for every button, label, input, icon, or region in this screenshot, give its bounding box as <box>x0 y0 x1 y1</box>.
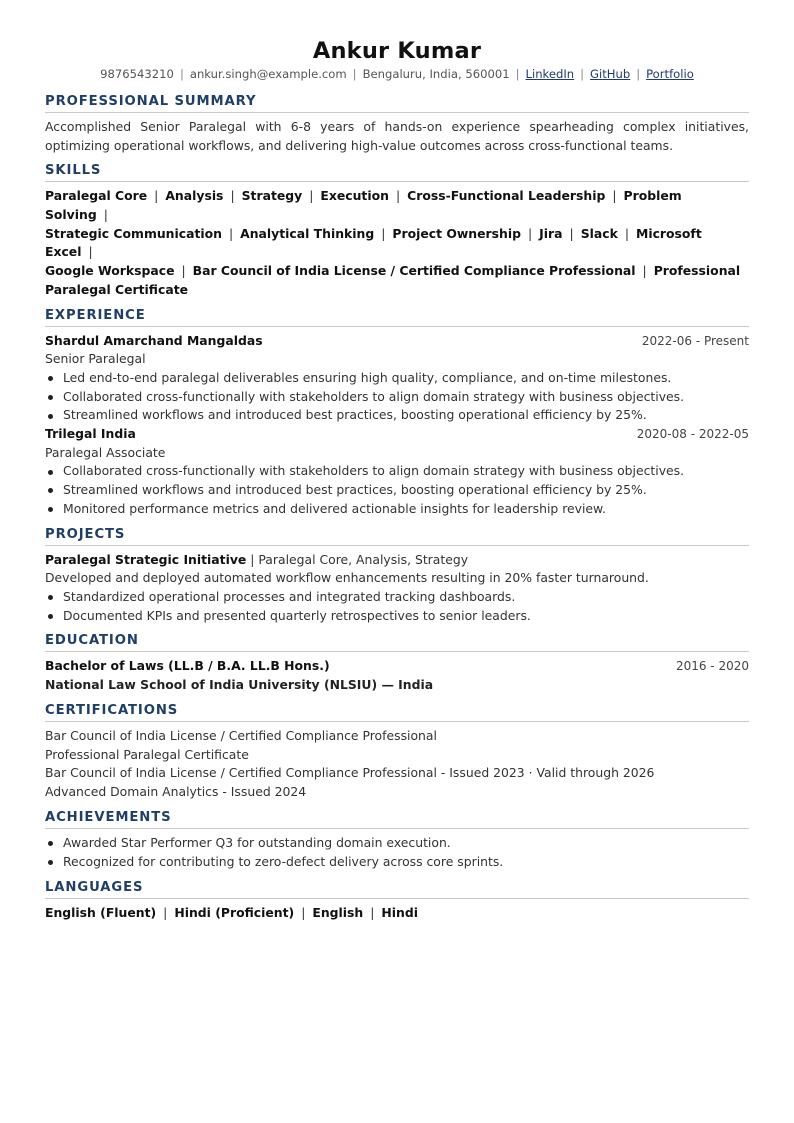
bullet-item: Monitored performance metrics and delivered actionable insights for leadership review. <box>45 500 749 519</box>
languages-list <box>45 904 749 923</box>
project-header <box>45 551 749 570</box>
project-description: Developed and deployed automated workflow enhancements resulting in 20% faster turnaround. <box>45 570 649 586</box>
company-name: Shardul Amarchand Mangaldas <box>45 332 263 348</box>
separator: | <box>381 225 386 241</box>
separator: | <box>527 225 533 241</box>
separator: | <box>154 188 159 203</box>
skill-item: Professional Paralegal Certificate <box>45 263 741 297</box>
skill-item: Strategy <box>241 188 303 203</box>
phone: 9876543210 <box>100 67 174 81</box>
job-dates: 2020-08 - 2022-05 <box>636 427 749 442</box>
job-role: Senior Paralegal <box>45 351 146 367</box>
separator: | <box>163 904 168 920</box>
certification-item: Professional Paralegal Certificate <box>45 746 249 762</box>
github-link[interactable]: GitHub <box>590 67 631 81</box>
separator: | <box>580 67 585 81</box>
job-dates: 2022-06 - Present <box>641 333 749 348</box>
skill-item: Analytical Thinking <box>240 225 375 241</box>
school: National Law School of India University (NLSIU) — India <box>45 676 434 692</box>
bullet-item: Awarded Star Performer Q3 for outstanding domain execution. <box>45 834 749 853</box>
skill-item: Google Workspace <box>45 263 175 279</box>
bullet-item: Led end-to-end paralegal deliverables ensuring high quality, compliance, and on-time milestones. <box>45 369 749 388</box>
location: Bengaluru, India, 560001 <box>362 67 510 81</box>
separator: | <box>352 67 357 81</box>
separator: | <box>246 551 259 567</box>
bullet-item: Collaborated cross-functionally with stakeholders to align domain strategy with business objectives. <box>45 388 749 407</box>
bullet-item: Documented KPIs and presented quarterly retrospectives to senior leaders. <box>45 607 749 626</box>
language-item: English <box>312 904 364 920</box>
linkedin-link[interactable]: LinkedIn <box>525 67 575 81</box>
education-section <box>45 632 749 694</box>
experience-heading: EXPERIENCE <box>45 307 749 327</box>
language-item: English (Fluent) <box>45 904 157 920</box>
company-name: Trilegal India <box>45 426 136 442</box>
skill-item: Analysis <box>165 188 224 203</box>
separator: | <box>569 225 574 241</box>
certifications-section <box>45 702 749 802</box>
achievements-heading: ACHIEVEMENTS <box>45 809 749 829</box>
education-header <box>45 657 749 676</box>
separator: | <box>624 225 629 241</box>
separator: | <box>88 244 93 260</box>
bullet-item: Streamlined workflows and introduced best practices, boosting operational efficiency by 25%. <box>45 481 749 500</box>
job-role: Paralegal Associate <box>45 444 166 460</box>
achievement-bullets <box>45 834 749 872</box>
skills-list <box>45 187 749 300</box>
project-tech: Paralegal Core, Analysis, Strategy <box>258 551 469 567</box>
skill-item: Jira <box>539 225 563 241</box>
portfolio-link[interactable]: Portfolio <box>646 67 694 81</box>
skill-item: Problem Solving <box>45 188 682 222</box>
job-header <box>45 425 749 444</box>
education-heading: EDUCATION <box>45 632 749 652</box>
skill-item: Strategic Communication <box>45 225 222 241</box>
skill-item: Project Ownership <box>392 225 521 241</box>
summary-heading: PROFESSIONAL SUMMARY <box>45 93 749 113</box>
language-item: Hindi (Proficient) <box>174 904 295 920</box>
project-name: Paralegal Strategic Initiative <box>45 551 247 567</box>
bullet-item: Streamlined workflows and introduced best practices, boosting operational efficiency by 25%. <box>45 406 749 425</box>
job-bullets <box>45 369 749 425</box>
separator: | <box>309 188 314 203</box>
separator: | <box>370 904 375 920</box>
bullet-item: Collaborated cross-functionally with stakeholders to align domain strategy with business objectives. <box>45 462 749 481</box>
experience-section <box>45 307 749 519</box>
languages-heading: LANGUAGES <box>45 879 749 899</box>
summary-text: Accomplished Senior Paralegal with 6-8 years of hands-on experience spearheading complex initiatives, optimizing operational workflows, and delivering high-value outcomes across cross-functional teams. <box>45 119 749 153</box>
separator: | <box>230 188 235 203</box>
job-entry <box>45 332 749 425</box>
bullet-item: Standardized operational processes and integrated tracking dashboards. <box>45 588 749 607</box>
skill-item: Cross-Functional Leadership <box>407 188 606 203</box>
language-item: Hindi <box>381 904 418 920</box>
separator: | <box>636 67 641 81</box>
bullet-item: Recognized for contributing to zero-defect delivery across core sprints. <box>45 853 749 872</box>
skill-item: Microsoft Excel <box>45 225 702 260</box>
separator: | <box>515 67 520 81</box>
achievements-section <box>45 809 749 872</box>
separator: | <box>181 263 186 279</box>
certification-item: Bar Council of India License / Certified Compliance Professional - Issued 2023 · Valid through 2026 <box>45 765 655 781</box>
email[interactable]: ankur.singh@example.com <box>189 67 347 81</box>
contact-line <box>45 66 749 83</box>
certification-item: Bar Council of India License / Certified Compliance Professional <box>45 727 437 743</box>
separator: | <box>395 188 401 203</box>
degree: Bachelor of Laws (LL.B / B.A. LL.B Hons.) <box>45 658 330 674</box>
separator: | <box>228 225 234 241</box>
education-dates: 2016 - 2020 <box>675 659 749 674</box>
separator: | <box>179 67 184 81</box>
job-header <box>45 332 749 351</box>
summary-section <box>45 93 749 155</box>
languages-section <box>45 879 749 923</box>
separator: | <box>301 904 306 920</box>
skill-item: Paralegal Core <box>45 188 148 203</box>
certification-item: Advanced Domain Analytics - Issued 2024 <box>45 784 307 800</box>
certifications-heading: CERTIFICATIONS <box>45 702 749 722</box>
skills-heading: SKILLS <box>45 162 749 182</box>
skill-item: Execution <box>320 188 389 203</box>
skills-section <box>45 162 749 300</box>
skill-item: Slack <box>580 225 618 241</box>
job-bullets <box>45 462 749 518</box>
separator: | <box>103 206 108 222</box>
project-bullets <box>45 588 749 626</box>
candidate-name: Ankur Kumar <box>312 38 482 64</box>
job-entry <box>45 425 749 518</box>
projects-section <box>45 526 749 626</box>
separator: | <box>612 188 617 203</box>
separator: | <box>642 263 647 279</box>
projects-heading: PROJECTS <box>45 526 749 546</box>
skill-item: Bar Council of India License / Certified Compliance Professional <box>192 263 636 279</box>
